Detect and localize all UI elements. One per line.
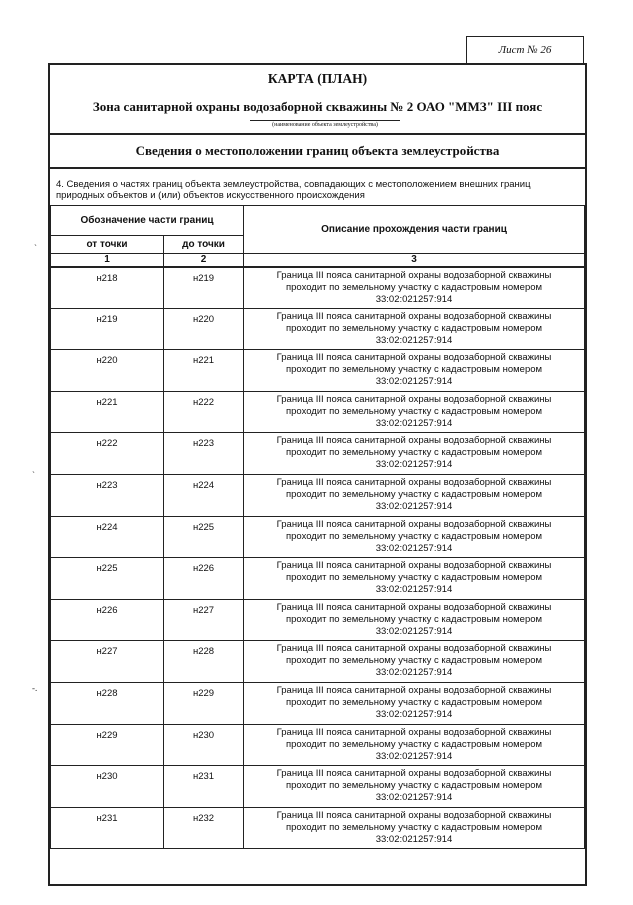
description-cell xyxy=(244,724,585,766)
to-point-cell: н223 xyxy=(164,433,244,475)
description-line: 33:02:021257:914 xyxy=(375,625,453,637)
description-line: проходит по земельному участку с кадастровым номером xyxy=(285,696,543,708)
description-line: Граница III пояса санитарной охраны водозаборной скважины xyxy=(276,601,552,613)
from-point-cell: н218 xyxy=(51,267,164,309)
table-row xyxy=(51,474,585,516)
description-line: проходит по земельному участку с кадастровым номером xyxy=(285,530,543,542)
table-row xyxy=(51,599,585,641)
column-number: 2 xyxy=(164,254,244,267)
description-line: 33:02:021257:914 xyxy=(375,293,453,305)
header-description: Описание прохождения части границ xyxy=(244,206,585,254)
to-point-cell: н224 xyxy=(164,474,244,516)
to-point-cell: н228 xyxy=(164,641,244,683)
description-line: Граница III пояса санитарной охраны водозаборной скважины xyxy=(276,269,552,281)
column-number: 1 xyxy=(51,254,164,267)
to-point-cell: н225 xyxy=(164,516,244,558)
to-point-cell: н219 xyxy=(164,267,244,309)
description-line: Граница III пояса санитарной охраны водозаборной скважины xyxy=(276,393,552,405)
to-point-cell: н221 xyxy=(164,350,244,392)
description-line: проходит по земельному участку с кадастровым номером xyxy=(285,572,543,584)
description-cell xyxy=(244,474,585,516)
from-point-cell: н231 xyxy=(51,807,164,849)
description-line: Граница III пояса санитарной охраны водозаборной скважины xyxy=(276,518,552,530)
description-line: 33:02:021257:914 xyxy=(375,376,453,388)
to-point-cell: н230 xyxy=(164,724,244,766)
description-line: 33:02:021257:914 xyxy=(375,750,453,762)
from-point-cell: н224 xyxy=(51,516,164,558)
description-cell xyxy=(244,391,585,433)
table-row xyxy=(51,267,585,309)
description-line: Граница III пояса санитарной охраны водозаборной скважины xyxy=(276,684,552,696)
header-from-point: от точки xyxy=(51,236,164,254)
description-line: 33:02:021257:914 xyxy=(375,833,453,845)
description-line: проходит по земельному участку с кадастровым номером xyxy=(285,738,543,750)
table-row xyxy=(51,641,585,683)
description-line: 33:02:021257:914 xyxy=(375,792,453,804)
description-line: проходит по земельному участку с кадастровым номером xyxy=(285,447,543,459)
description-line: проходит по земельному участку с кадастровым номером xyxy=(285,281,543,293)
description-line: Граница III пояса санитарной охраны водозаборной скважины xyxy=(276,435,552,447)
from-point-cell: н220 xyxy=(51,350,164,392)
from-point-cell: н219 xyxy=(51,308,164,350)
from-point-cell: н227 xyxy=(51,641,164,683)
table-row xyxy=(51,516,585,558)
document-frame xyxy=(48,63,587,886)
object-caption: (наименование объекта землеустройства) xyxy=(250,120,400,128)
description-line: Граница III пояса санитарной охраны водозаборной скважины xyxy=(276,643,552,655)
description-line: проходит по земельному участку с кадастровым номером xyxy=(285,322,543,334)
to-point-cell: н226 xyxy=(164,558,244,600)
description-cell xyxy=(244,599,585,641)
header-to-point: до точки xyxy=(164,236,244,254)
to-point-cell: н229 xyxy=(164,682,244,724)
table-row xyxy=(51,807,585,849)
description-line: проходит по земельному участку с кадастровым номером xyxy=(285,405,543,417)
description-line: Граница III пояса санитарной охраны водозаборной скважины xyxy=(276,726,552,738)
map-title: КАРТА (ПЛАН) xyxy=(267,71,368,86)
description-cell xyxy=(244,766,585,808)
boundary-table xyxy=(50,205,585,849)
title-block xyxy=(50,65,585,135)
description-line: 33:02:021257:914 xyxy=(375,584,453,596)
to-point-cell: н227 xyxy=(164,599,244,641)
description-line: Граница III пояса санитарной охраны водозаборной скважины xyxy=(276,310,552,322)
column-number: 3 xyxy=(244,254,585,267)
description-line: 33:02:021257:914 xyxy=(375,459,453,471)
table-row xyxy=(51,391,585,433)
description-cell xyxy=(244,807,585,849)
table-row xyxy=(51,558,585,600)
description-line: Граница III пояса санитарной охраны водозаборной скважины xyxy=(276,768,552,780)
table-row xyxy=(51,350,585,392)
to-point-cell: н220 xyxy=(164,308,244,350)
description-line: проходит по земельному участку с кадастровым номером xyxy=(285,613,543,625)
margin-mark: ˏ xyxy=(34,236,37,246)
description-line: Граница III пояса санитарной охраны водозаборной скважины xyxy=(276,560,552,572)
from-point-cell: н225 xyxy=(51,558,164,600)
from-point-cell: н222 xyxy=(51,433,164,475)
description-cell xyxy=(244,682,585,724)
sheet-number: Лист № 26 xyxy=(466,36,584,63)
from-point-cell: н230 xyxy=(51,766,164,808)
from-point-cell: н223 xyxy=(51,474,164,516)
description-line: Граница III пояса санитарной охраны водозаборной скважины xyxy=(276,476,552,488)
description-cell xyxy=(244,641,585,683)
to-point-cell: н232 xyxy=(164,807,244,849)
description-cell xyxy=(244,558,585,600)
description-line: 33:02:021257:914 xyxy=(375,667,453,679)
description-cell xyxy=(244,516,585,558)
description-line: проходит по земельному участку с кадастровым номером xyxy=(285,364,543,376)
from-point-cell: н229 xyxy=(51,724,164,766)
table-row xyxy=(51,308,585,350)
description-line: проходит по земельному участку с кадастровым номером xyxy=(285,821,543,833)
header-group: Обозначение части границ xyxy=(51,206,244,236)
table-row xyxy=(51,682,585,724)
description-line: проходит по земельному участку с кадастровым номером xyxy=(285,655,543,667)
column-numbers-row xyxy=(51,254,585,267)
to-point-cell: н222 xyxy=(164,391,244,433)
description-cell xyxy=(244,308,585,350)
to-point-cell: н231 xyxy=(164,766,244,808)
description-line: проходит по земельному участку с кадастровым номером xyxy=(285,488,543,500)
description-line: 33:02:021257:914 xyxy=(375,417,453,429)
from-point-cell: н228 xyxy=(51,682,164,724)
section-note: 4. Сведения о частях границ объекта землеустройства, совпадающих с местоположением внешних границ природных объектов и (или) объектов искусственного происхождения xyxy=(56,179,531,201)
description-cell xyxy=(244,350,585,392)
from-point-cell: н221 xyxy=(51,391,164,433)
margin-mark: ˏ xyxy=(32,463,35,473)
description-line: 33:02:021257:914 xyxy=(375,542,453,554)
description-line: 33:02:021257:914 xyxy=(375,500,453,512)
section-title: Сведения о местоположении границ объекта землеустройства xyxy=(50,135,585,169)
description-line: Граница III пояса санитарной охраны водозаборной скважины xyxy=(276,352,552,364)
table-row xyxy=(51,724,585,766)
margin-mark: -. xyxy=(32,683,38,693)
description-line: 33:02:021257:914 xyxy=(375,334,453,346)
description-cell xyxy=(244,433,585,475)
table-row xyxy=(51,433,585,475)
description-cell xyxy=(244,267,585,309)
from-point-cell: н226 xyxy=(51,599,164,641)
zone-title: Зона санитарной охраны водозаборной скважины № 2 ОАО "ММЗ" III пояс xyxy=(92,99,543,114)
description-line: проходит по земельному участку с кадастровым номером xyxy=(285,780,543,792)
table-row xyxy=(51,766,585,808)
description-line: Граница III пояса санитарной охраны водозаборной скважины xyxy=(276,809,552,821)
description-line: 33:02:021257:914 xyxy=(375,708,453,720)
